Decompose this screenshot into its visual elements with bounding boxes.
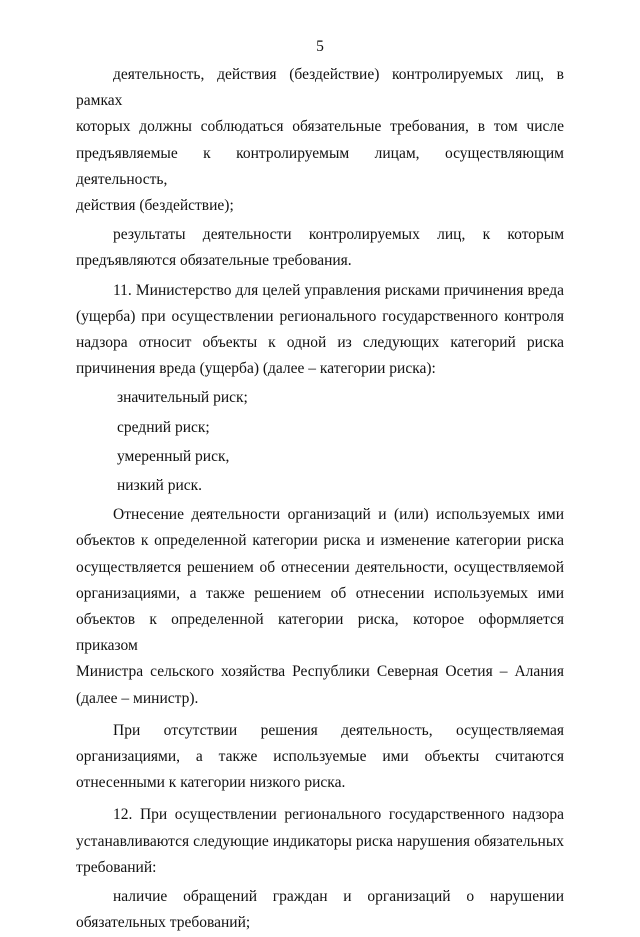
text-line: При отсутствии решения деятельность, осуществляемая xyxy=(113,721,564,739)
text-line: объектов к определенной категории риска, которое оформляется приказом xyxy=(76,611,564,655)
paragraph-item-12 xyxy=(76,802,564,881)
list-item: умеренный риск, xyxy=(117,447,230,465)
paragraph-absence-of-decision xyxy=(76,718,564,797)
paragraph-appeals xyxy=(76,884,564,936)
text-line: организациями, а также решением об отнесении используемых ими xyxy=(76,584,564,602)
text-line: объектов к определенной категории риска и изменение категории риска xyxy=(76,532,564,550)
text-line: предъявляемые к контролируемым лицам, осуществляющим деятельность, xyxy=(76,144,564,188)
list-item: низкий риск. xyxy=(117,477,203,495)
text-line: причинения вреда (ущерба) (далее – категории риска): xyxy=(76,360,436,378)
text-line: деятельность, действия (бездействие) контролируемых лиц, в рамках xyxy=(76,66,564,110)
text-line: организациями, а также используемые ими объекты считаются xyxy=(76,748,564,766)
text-line: действия (бездействие); xyxy=(76,197,234,215)
document-body xyxy=(76,62,564,937)
paragraph-activity-actions xyxy=(76,62,564,219)
risk-category-list xyxy=(76,385,564,499)
text-line: 12. При осуществлении регионального государственного надзора xyxy=(113,806,564,824)
text-line: Министра сельского хозяйства Республики Северная Осетия – Алания xyxy=(76,663,564,681)
text-line: 11. Министерство для целей управления рисками причинения вреда xyxy=(113,281,564,299)
paragraph-item-11 xyxy=(76,278,564,383)
text-line: которых должны соблюдаться обязательные требования, в том числе xyxy=(76,118,564,136)
text-line: обязательных требований; xyxy=(76,914,251,932)
text-line: отнесенными к категории низкого риска. xyxy=(76,774,346,792)
text-line: (далее – министр). xyxy=(76,689,199,707)
text-line: наличие обращений граждан и организаций о нарушении xyxy=(113,888,564,906)
list-item: значительный риск; xyxy=(117,389,248,407)
paragraph-assignment xyxy=(76,502,564,712)
paragraph-results xyxy=(76,222,564,274)
text-line: предъявляются обязательные требования. xyxy=(76,252,352,270)
text-line: надзора относит объекты к одной из следующих категорий риска xyxy=(76,334,564,352)
text-line: Отнесение деятельности организаций и (или) используемых ими xyxy=(113,506,564,524)
list-item: средний риск; xyxy=(117,418,210,436)
text-line: результаты деятельности контролируемых лиц, к которым xyxy=(113,226,564,244)
text-line: устанавливаются следующие индикаторы риска нарушения обязательных xyxy=(76,832,564,850)
text-line: требований: xyxy=(76,858,157,876)
text-line: (ущерба) при осуществлении регионального государственного контроля xyxy=(76,307,564,325)
text-line: осуществляется решением об отнесении деятельности, осуществляемой xyxy=(76,558,564,576)
page-number: 5 xyxy=(316,38,324,55)
